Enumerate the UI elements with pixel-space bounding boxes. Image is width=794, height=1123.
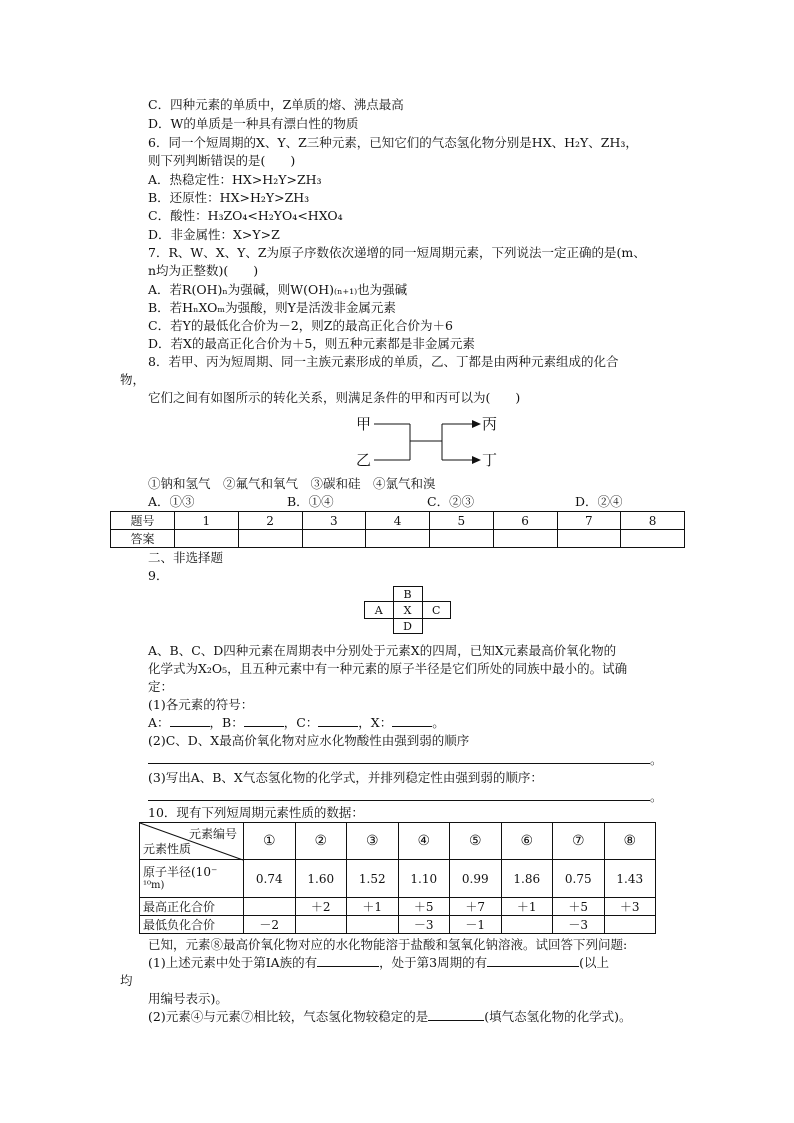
diagram-label-ding: 丁	[482, 451, 498, 469]
radius-value: 0.74	[244, 860, 296, 898]
min-valence-value	[604, 916, 656, 934]
radius-value: 0.99	[450, 860, 502, 898]
q10-blank-period-3[interactable]	[487, 955, 579, 967]
answer-table-number: 1	[175, 512, 239, 530]
section-title: 二、非选择题	[148, 550, 224, 565]
q10-blank-hydride[interactable]	[428, 1009, 484, 1021]
element-number: ③	[347, 823, 399, 860]
grid-cell-a: A	[365, 602, 394, 619]
q10-sub2-part-a: (2)元素④与元素⑦相比较，气态氢化物较稳定的是	[148, 1009, 429, 1024]
answer-cell[interactable]	[621, 530, 685, 548]
min-valence-value	[347, 916, 399, 934]
q10-sub2	[148, 1009, 631, 1025]
header-element-property: 元素性质	[143, 842, 192, 856]
diagram-label-bing: 丙	[482, 415, 498, 433]
answer-table-row-label: 题号	[111, 512, 175, 530]
radius-label-line-1: 原子半径(10⁻	[143, 864, 218, 879]
q9-blank-x[interactable]	[392, 715, 432, 727]
answer-table-number: 2	[238, 512, 302, 530]
q9-sub2-answer-line	[148, 752, 663, 768]
q9-sub2-blank[interactable]	[148, 752, 650, 764]
answer-table-row-label: 答案	[111, 530, 175, 548]
q9-fill-c-label: ，C：	[283, 715, 319, 730]
grid-cell-d: D	[393, 619, 422, 634]
q7-option-d: D．若X的最高正化合价为＋5，则五种元素都是非金属元素	[148, 336, 475, 351]
q7-stem-line-1: 7．R、W、X、Y、Z为原子序数依次递增的同一短周期元素，下列说法一定正确的是(m、	[148, 245, 646, 260]
q8-option-c: C．②③	[427, 494, 475, 509]
q10-sub1-end: 用编号表示)。	[148, 991, 228, 1006]
q10-sub1-wrap: 均	[120, 973, 133, 988]
radius-value: 1.60	[295, 860, 347, 898]
grid-cell-b: B	[393, 587, 422, 602]
q10-sub1-part-a: (1)上述元素中处于第ⅠA族的有	[148, 955, 318, 970]
q10-sub1-part-b: ，处于第3周期的有	[379, 955, 488, 970]
min-valence-value: －3	[398, 916, 450, 934]
q9-fill-x-label: ，X：	[358, 715, 393, 730]
answer-cell[interactable]	[493, 530, 557, 548]
q9-text-line-2: 化学式为X₂O₅，且五种元素中有一种元素的原子半径是它们所处的同族中最小的。试确	[148, 661, 628, 676]
q9-sub3: (3)写出A、B、X气态氢化物的化学式，并排列稳定性由强到弱的顺序：	[148, 770, 543, 785]
max-valence-value	[244, 898, 296, 916]
element-number: ④	[398, 823, 450, 860]
q9-text-line-1: A、B、C、D四种元素在周期表中分别处于元素X的四周，已知X元素最高价氧化物的	[148, 643, 617, 658]
answer-cell[interactable]	[238, 530, 302, 548]
element-number: ②	[295, 823, 347, 860]
q10-sub1	[148, 955, 609, 971]
q9-period: 。	[650, 789, 663, 804]
q9-fill-a-label: A：	[148, 715, 170, 730]
row-label-max-valence: 最高正化合价	[140, 898, 244, 916]
max-valence-value: ＋2	[295, 898, 347, 916]
answer-cell[interactable]	[175, 530, 239, 548]
answer-table-number: 3	[302, 512, 366, 530]
q9-position-grid	[364, 586, 451, 634]
answer-table-number: 4	[366, 512, 430, 530]
answer-cell[interactable]	[430, 530, 494, 548]
answer-table-number: 8	[621, 512, 685, 530]
max-valence-value: ＋5	[398, 898, 450, 916]
row-label-min-valence: 最低负化合价	[140, 916, 244, 934]
answer-table-number: 6	[493, 512, 557, 530]
max-valence-value: ＋1	[347, 898, 399, 916]
q8-stem-line-3: 它们之间有如图所示的转化关系，则满足条件的甲和丙可以为( )	[148, 390, 521, 405]
q9-period: 。	[432, 715, 445, 730]
q8-stem-line-2: 物，	[120, 372, 146, 387]
q7-option-b: B．若HₙXOₘ为强酸，则Y是活泼非金属元素	[148, 300, 396, 315]
radius-value: 1.43	[604, 860, 656, 898]
q8-choices: ①钠和氢气 ②氟气和氧气 ③碳和硅 ④氯气和溴	[148, 476, 436, 491]
answer-table	[110, 511, 685, 548]
q5-option-c: C．四种元素的单质中，Z单质的熔、沸点最高	[148, 97, 404, 112]
max-valence-value: ＋7	[450, 898, 502, 916]
q10-stem: 10．现有下列短周期元素性质的数据：	[148, 805, 364, 820]
q10-sub1-part-c: (以上	[579, 955, 610, 970]
grid-cell-x: X	[393, 602, 422, 619]
diagram-label-yi: 乙	[356, 451, 372, 469]
radius-value: 0.75	[553, 860, 605, 898]
min-valence-value	[295, 916, 347, 934]
q6-option-d: D．非金属性：X>Y>Z	[148, 227, 280, 242]
grid-empty-cell	[422, 587, 451, 602]
q9-blank-a[interactable]	[170, 715, 210, 727]
q7-option-c: C．若Y的最低化合价为－2，则Z的最高正化合价为＋6	[148, 318, 453, 333]
radius-value: 1.10	[398, 860, 450, 898]
min-valence-value: －3	[553, 916, 605, 934]
q9-sub3-blank[interactable]	[148, 789, 650, 801]
q9-blank-c[interactable]	[318, 715, 358, 727]
radius-value: 1.86	[501, 860, 553, 898]
max-valence-value: ＋1	[501, 898, 553, 916]
max-valence-value: ＋5	[553, 898, 605, 916]
table-header-diagonal-cell	[140, 823, 244, 860]
q9-fill-b-label: ，B：	[209, 715, 244, 730]
q9-period: 。	[650, 752, 663, 767]
q9-fill-line	[148, 715, 445, 731]
row-label-atomic-radius	[140, 860, 244, 898]
q6-stem-line-2: 则下列判断错误的是( )	[148, 153, 296, 168]
q7-option-a: A．若R(OH)ₙ为强碱，则W(OH)₍ₙ₊₁₎也为强碱	[148, 282, 408, 297]
q7-stem-line-2: n均为正整数)( )	[148, 263, 259, 278]
q8-option-b: B．①④	[287, 494, 334, 509]
q9-sub2: (2)C、D、X最高价氧化物对应水化物酸性由强到弱的顺序	[148, 733, 470, 748]
q6-option-a: A．热稳定性：HX>H₂Y>ZH₃	[148, 172, 322, 187]
q9-number: 9．	[148, 568, 169, 583]
q5-option-d: D．W的单质是一种具有漂白性的物质	[148, 116, 359, 131]
q9-sub3-answer-line	[148, 789, 663, 805]
header-element-number: 元素编号	[188, 827, 237, 841]
radius-value: 1.52	[347, 860, 399, 898]
q9-sub1: (1)各元素的符号：	[148, 697, 254, 712]
answer-cell[interactable]	[302, 530, 366, 548]
answer-cell[interactable]	[557, 530, 621, 548]
diagram-label-jia: 甲	[356, 415, 372, 433]
q9-text-line-3: 定：	[148, 679, 174, 694]
q6-option-b: B．还原性：HX>H₂Y>ZH₃	[148, 190, 310, 205]
grid-empty-cell	[422, 619, 451, 634]
grid-empty-cell	[365, 587, 394, 602]
q6-stem-line-1: 6．同一个短周期的X、Y、Z三种元素，已知它们的气态氢化物分别是HX、H₂Y、ZH₃，	[148, 135, 638, 150]
max-valence-value: ＋3	[604, 898, 656, 916]
answer-table-number: 5	[430, 512, 494, 530]
min-valence-value: －2	[244, 916, 296, 934]
answer-cell[interactable]	[366, 530, 430, 548]
q10-text-line-1: 已知，元素⑧最高价氧化物对应的水化物能溶于盐酸和氢氧化钠溶液。试回答下列问题:	[148, 937, 628, 952]
q8-option-d: D．②④	[575, 494, 623, 509]
element-number: ①	[244, 823, 296, 860]
element-properties-table	[139, 822, 656, 934]
element-number: ⑤	[450, 823, 502, 860]
q10-blank-group-1a[interactable]	[317, 955, 379, 967]
element-number: ⑦	[553, 823, 605, 860]
q10-sub2-part-b: (填气态氢化物的化学式)。	[484, 1009, 632, 1024]
radius-label-line-2: ¹⁰m)	[143, 879, 165, 891]
answer-table-number: 7	[557, 512, 621, 530]
grid-empty-cell	[365, 619, 394, 634]
q9-blank-b[interactable]	[244, 715, 284, 727]
element-number: ⑥	[501, 823, 553, 860]
q8-option-a: A．①③	[148, 494, 195, 509]
grid-cell-c: C	[422, 602, 451, 619]
min-valence-value: －1	[450, 916, 502, 934]
q6-option-c: C．酸性：H₃ZO₄<H₂YO₄<HXO₄	[148, 208, 343, 223]
element-number: ⑧	[604, 823, 656, 860]
min-valence-value	[501, 916, 553, 934]
q8-stem-line-1: 8．若甲、丙为短周期、同一主族元素形成的单质，乙、丁都是由两种元素组成的化合	[148, 354, 619, 369]
